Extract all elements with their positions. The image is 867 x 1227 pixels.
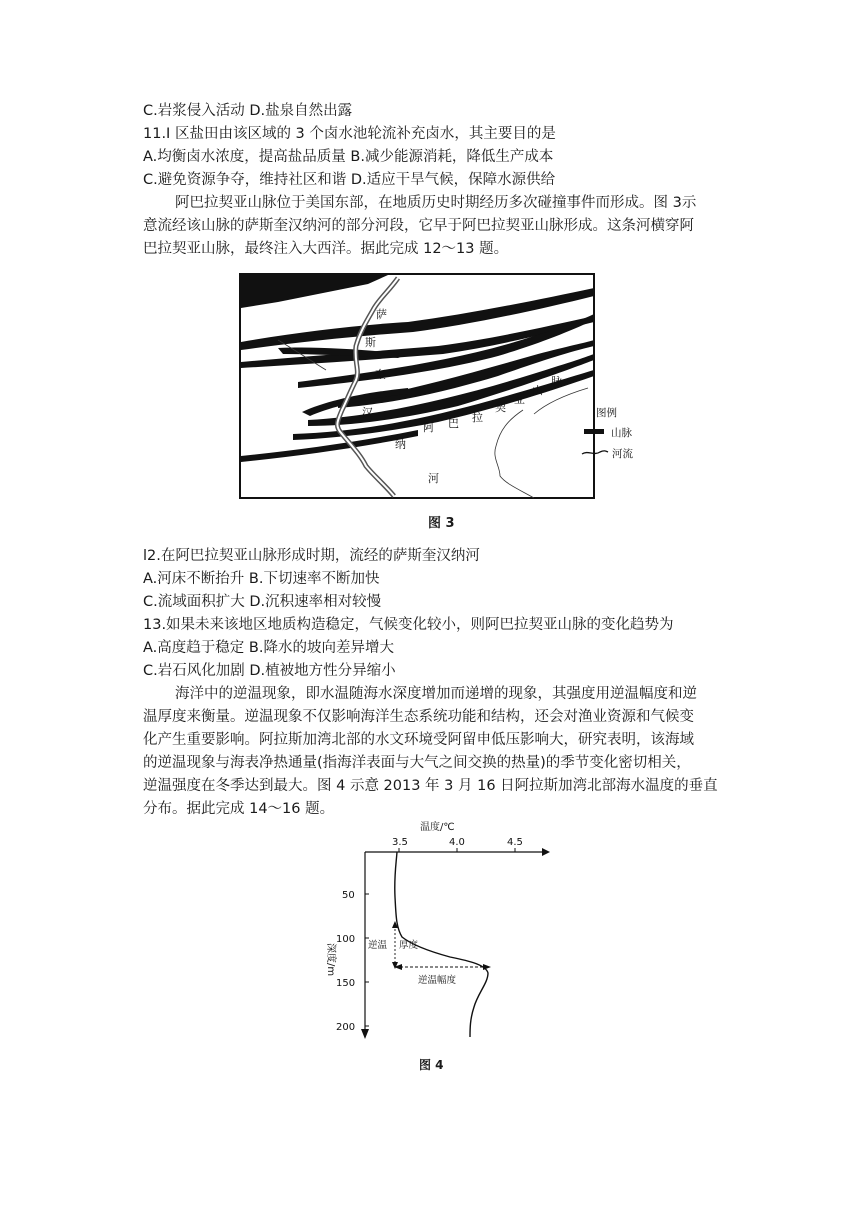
x-tick-label: 3.5 (392, 837, 408, 848)
legend-river: 河流 (612, 448, 633, 460)
option-line: C.岩石风化加剧 D.植被地方性分异缩小 (143, 663, 396, 679)
question-12: l2.在阿巴拉契亚山脉形成时期，流经的萨斯奎汉纳河 (143, 548, 480, 564)
paragraph-line: 逆温强度在冬季达到最大。图 4 示意 2013 年 3 月 16 日阿拉斯加湾北部海水温度的垂直 (143, 778, 718, 794)
paragraph-line: 巴拉契亚山脉，最终注入大西洋。据此完成 12～13 题。 (143, 241, 509, 257)
option-line: A.河床不断抬升 B.下切速率不断加快 (143, 571, 380, 587)
legend-title: 图例 (596, 407, 617, 419)
x-tick-label: 4.0 (449, 837, 465, 848)
river-char: 汉 (362, 406, 373, 419)
paragraph-line: 的逆温现象与海表净热通量(指海洋表面与大气之间交换的热量)的季节变化密切相关， (143, 755, 691, 771)
paragraph-line: 海洋中的逆温现象，即水温随海水深度增加而递增的现象，其强度用逆温幅度和逆 (175, 686, 697, 702)
range-char: 契 (495, 401, 506, 414)
paragraph-line: 阿巴拉契亚山脉位于美国东部，在地质历史时期经历多次碰撞事件而形成。图 3示 (175, 195, 697, 211)
paragraph-line: 意流经该山脉的萨斯奎汉纳河的部分河段，它早于阿巴拉契亚山脉形成。这条河横穿阿 (143, 218, 694, 234)
amplitude-label: 逆温幅度 (418, 975, 457, 986)
legend-mountain: 山脉 (611, 427, 632, 439)
option-line: C.岩浆侵入活动 D.盐泉自然出露 (143, 103, 353, 119)
figure-4-caption: 图 4 (419, 1058, 444, 1072)
figure-4-profile (320, 815, 550, 1045)
river-char: 奎 (375, 368, 386, 381)
y-tick-label: 50 (342, 890, 355, 901)
paragraph-line: 分布。据此完成 14～16 题。 (143, 801, 335, 817)
option-line: C.避免资源争夺，维持社区和谐 D.适应干旱气候，保障水源供给 (143, 172, 556, 188)
range-char: 拉 (472, 411, 483, 424)
paragraph-line: 温厚度来衡量。逆温现象不仅影响海洋生态系统功能和结构，还会对渔业资源和气候变 (143, 709, 694, 725)
thickness-label: 厚度 (399, 940, 419, 951)
figure-3-caption: 图 3 (428, 516, 455, 531)
y-tick-label: 100 (336, 934, 356, 945)
figure-3-map (238, 270, 678, 502)
x-tick-label: 4.5 (507, 837, 523, 848)
option-line: A.高度趋于稳定 B.降水的坡向差异增大 (143, 640, 394, 656)
y-axis-title: 深度/m (325, 943, 336, 977)
question-11: 11.I 区盐田由该区域的 3 个卤水池轮流补充卤水，其主要目的是 (143, 126, 556, 142)
paragraph-line: 化产生重要影响。阿拉斯加湾北部的水文环境受阿留申低压影响大，研究表明，该海域 (143, 732, 694, 748)
y-tick-label: 200 (336, 1022, 356, 1033)
range-char: 亚 (514, 393, 525, 406)
river-char: 萨 (376, 308, 387, 321)
option-line: C.流域面积扩大 D.沉积速率相对较慢 (143, 594, 382, 610)
option-line: A.均衡卤水浓度，提高盐品质量 B.减少能源消耗，降低生产成本 (143, 149, 554, 165)
range-char: 脉 (551, 375, 562, 388)
mountain-legend-icon (584, 429, 604, 434)
y-tick-label: 150 (336, 978, 356, 989)
range-char: 巴 (448, 417, 459, 430)
river-char: 斯 (365, 336, 376, 349)
river-char: 纳 (395, 438, 406, 451)
range-char: 山 (532, 384, 543, 397)
thickness-label: 逆温 (368, 940, 388, 951)
x-axis-title: 温度/℃ (420, 822, 455, 833)
range-char: 阿 (423, 421, 434, 434)
question-13: 13.如果未来该地区地质构造稳定，气候变化较小，则阿巴拉契亚山脉的变化趋势为 (143, 617, 674, 633)
river-char: 河 (428, 472, 439, 485)
